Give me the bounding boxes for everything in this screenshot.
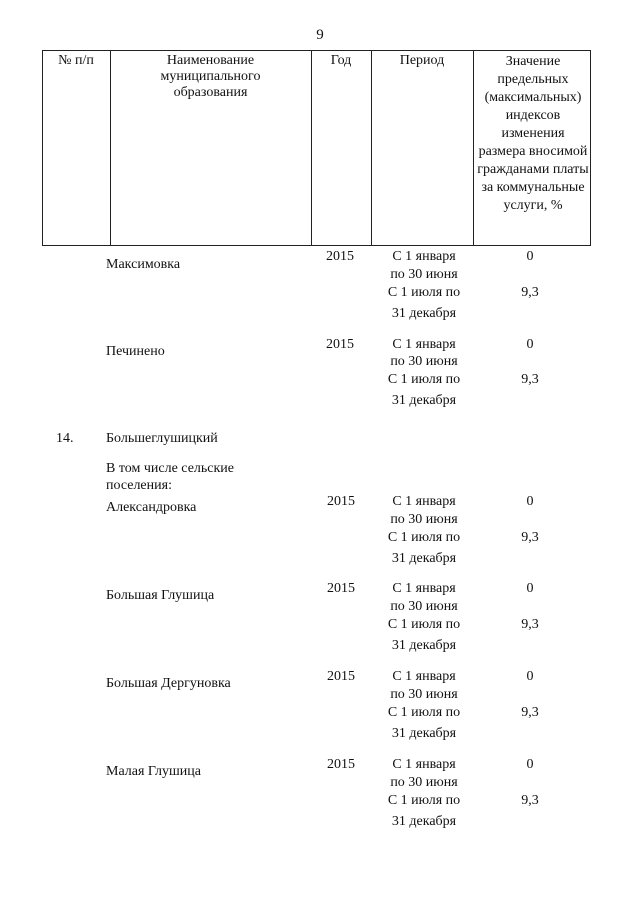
row-value-1: 0 — [526, 669, 534, 684]
row-name: Малая Глушица — [106, 764, 201, 779]
row-year: 2015 — [326, 337, 354, 352]
row-period-2a: С 1 июля по — [387, 793, 461, 808]
row-period-1a: С 1 января — [392, 494, 456, 509]
row-value-1: 0 — [526, 581, 534, 596]
row-period-1a: С 1 января — [392, 581, 456, 596]
row-period-2b: 31 декабря — [391, 726, 457, 741]
row-period-2a: С 1 июля по — [387, 530, 461, 545]
row-period-1a: С 1 января — [392, 757, 456, 772]
district-subtitle-line1: В том числе сельские — [106, 461, 235, 476]
row-period-1a: С 1 января — [392, 337, 456, 352]
row-period-1b: по 30 июня — [390, 512, 458, 527]
row-period-2b: 31 декабря — [391, 306, 457, 321]
row-period-1b: по 30 июня — [390, 687, 458, 702]
row-period-1b: по 30 июня — [390, 599, 458, 614]
row-year: 2015 — [327, 757, 355, 772]
header-value: Значение предельных (максимальных) индексов изменения размера вносимой гражданами платы за коммунальные услуги, % — [477, 54, 589, 213]
row-name: Печинено — [106, 344, 165, 359]
row-value-2: 9,3 — [521, 617, 539, 632]
row-year: 2015 — [327, 494, 355, 509]
header-period: Период — [399, 53, 445, 68]
row-value-2: 9,3 — [521, 285, 539, 300]
row-value-2: 9,3 — [521, 793, 539, 808]
row-name: Большая Дергуновка — [106, 676, 231, 691]
row-value-1: 0 — [526, 249, 534, 264]
district-subtitle-line2: поселения: — [106, 478, 172, 493]
row-period-1a: С 1 января — [392, 669, 456, 684]
table-header — [42, 50, 591, 246]
row-period-2a: С 1 июля по — [387, 617, 461, 632]
row-value-1: 0 — [526, 757, 534, 772]
row-period-2b: 31 декабря — [391, 551, 457, 566]
district-number: 14. — [56, 431, 74, 446]
row-period-2a: С 1 июля по — [387, 285, 461, 300]
page-number: 9 — [316, 27, 324, 43]
row-value-2: 9,3 — [521, 705, 539, 720]
row-period-1b: по 30 июня — [390, 354, 458, 369]
header-name: Наименование муниципального образования — [160, 53, 261, 100]
row-year: 2015 — [327, 581, 355, 596]
row-value-1: 0 — [526, 494, 534, 509]
row-name: Большая Глушица — [106, 588, 215, 603]
row-value-1: 0 — [526, 337, 534, 352]
row-year: 2015 — [326, 249, 354, 264]
row-period-2a: С 1 июля по — [387, 372, 461, 387]
header-num: № п/п — [58, 53, 94, 68]
row-period-1b: по 30 июня — [390, 267, 458, 282]
row-year: 2015 — [327, 669, 355, 684]
district-name: Большеглушицкий — [106, 431, 218, 446]
row-period-2a: С 1 июля по — [387, 705, 461, 720]
row-name: Александровка — [106, 500, 197, 515]
row-value-2: 9,3 — [521, 372, 539, 387]
row-value-2: 9,3 — [521, 530, 539, 545]
row-period-2b: 31 декабря — [391, 638, 457, 653]
row-period-2b: 31 декабря — [391, 393, 457, 408]
row-period-1a: С 1 января — [392, 249, 456, 264]
row-name: Максимовка — [106, 257, 181, 272]
row-period-2b: 31 декабря — [391, 814, 457, 829]
header-year: Год — [330, 53, 352, 68]
row-period-1b: по 30 июня — [390, 775, 458, 790]
